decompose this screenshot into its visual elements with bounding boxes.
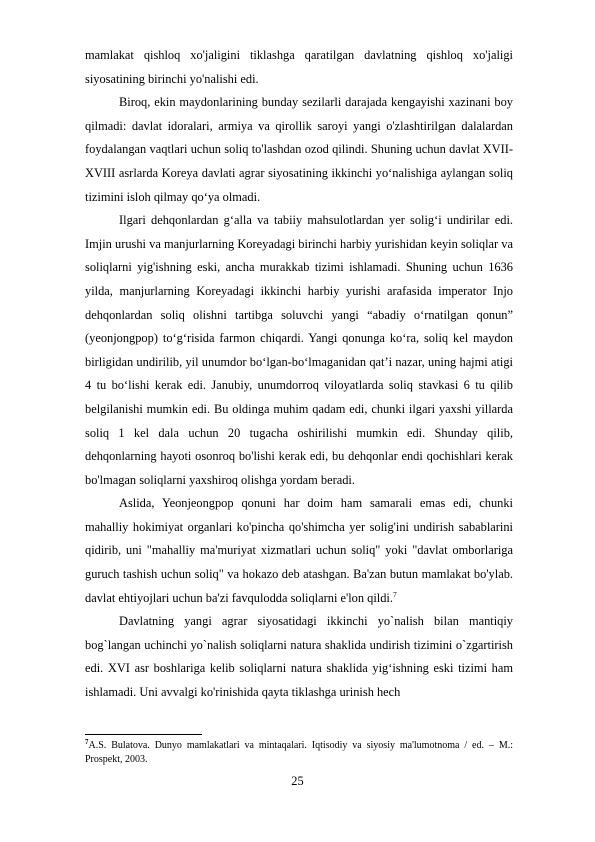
paragraph-5-text: Davlatning yangi agrar siyosatidagi ikkinchi yo`nalish bilan mantiqiy bog`langan uchinchi yo`nalish soliqlarni natura shaklida undirish tizimini o`zgartirish edi. XVI asr boshlariga kelib soliqlarni natura shaklida yig‘ishning eski tizimi ham ishlamadi. Uni avvalgi ko'rinishida qayta tiklashga urinish hech xyxy=(85,614,513,700)
paragraph-4-text: Aslida, Yeonjeongpop qonuni har doim ham samarali emas edi, chunki mahalliy hokimiyat organlari ko'pincha qo'shimcha yer solig'ini undirish sabablarini qidirib, uni "mahalliy ma'muriyat xizmatlari uchun soliq" yoki "davlat omborlariga guruch tashish uchun soliq" va hokazo deb atashgan. Ba'zan butun mamlakat bo'ylab. davlat ehtiyojlari uchun ba'zi favqulodda soliqlarni e'lon qildi. xyxy=(85,496,513,605)
paragraph-5 xyxy=(85,610,513,704)
paragraph-2-text: Biroq, ekin maydonlarining bunday sezilarli darajada kengayishi xazinani boy qilmadi: davlat idoralari, armiya va qirollik saroyi yangi o'zlashtirilgan dalalardan foydalangan vaqtlari uchun soliq to'lashdan ozod qilindi. Shuning uchun davlat XVII-XVIII asrlarda Koreya davlati agrar siyosatining ikkinchi yo‘nalishiga aylangan soliq tizimini isloh qilmay qo‘ya olmadi. xyxy=(85,95,513,204)
paragraph-3 xyxy=(85,209,513,492)
footnote-number: 7 xyxy=(85,738,89,746)
footnote xyxy=(85,739,513,767)
footnote-divider xyxy=(85,734,202,735)
footnote-reference[interactable]: 7 xyxy=(392,589,397,599)
paragraph-1 xyxy=(85,44,513,91)
footnote-area xyxy=(85,734,513,767)
footnote-text: A.S. Bulatova. Dunyo mamlakatlari va mintaqalari. Iqtisodiy va siyosiy ma'lumotnoma / ed. – M.: Prospekt, 2003. xyxy=(85,740,513,765)
paragraph-2 xyxy=(85,91,513,209)
page-body xyxy=(85,44,513,705)
paragraph-3-text: Ilgari dehqonlardan g‘alla va tabiiy mahsulotlardan yer solig‘i undirilar edi. Imjin urushi va manjurlarning Koreyadagi birinchi harbiy yurishidan keyin soliqlar va soliqlarni yig'ishning eski, ancha murakkab tizimi ishlamadi. Shuning uchun 1636 yilda, manjurlarning Koreyadagi ikkinchi harbiy yurishi arafasida imperator Injo dehqonlardan soliq olishni tartibga soluvchi yangi “abadiy o‘rnatilgan qonun” (yeonjongpop) to‘g‘risida farmon chiqardi. Yangi qonunga ko‘ra, soliq kel maydon birligidan undirilib, yil unumdor bo‘lgan-bo‘lmaganidan qat’i nazar, uning hajmi atigi 4 tu bo‘lishi kerak edi. Janubiy, unumdorroq viloyatlarda soliq stavkasi 6 tu qilib belgilanishi mumkin edi. Bu oldinga muhim qadam edi, chunki ilgari yaxshi yillarda soliq 1 kel dala uchun 20 tugacha oshirilishi mumkin edi. Shunday qilib, dehqonlarning hayoti osonroq bo'lishi kerak edi, bu dehqonlar endi qochishlari kerak bo'lmagan soliqlarni yaxshiroq olishga yordam beradi. xyxy=(85,213,513,487)
paragraph-1-text: mamlakat qishloq xo'jaligini tiklashga qaratilgan davlatning qishloq xo'jaligi siyosatining birinchi yo'nalishi edi. xyxy=(85,48,513,86)
page-number: 25 xyxy=(291,774,304,788)
paragraph-4 xyxy=(85,492,513,610)
